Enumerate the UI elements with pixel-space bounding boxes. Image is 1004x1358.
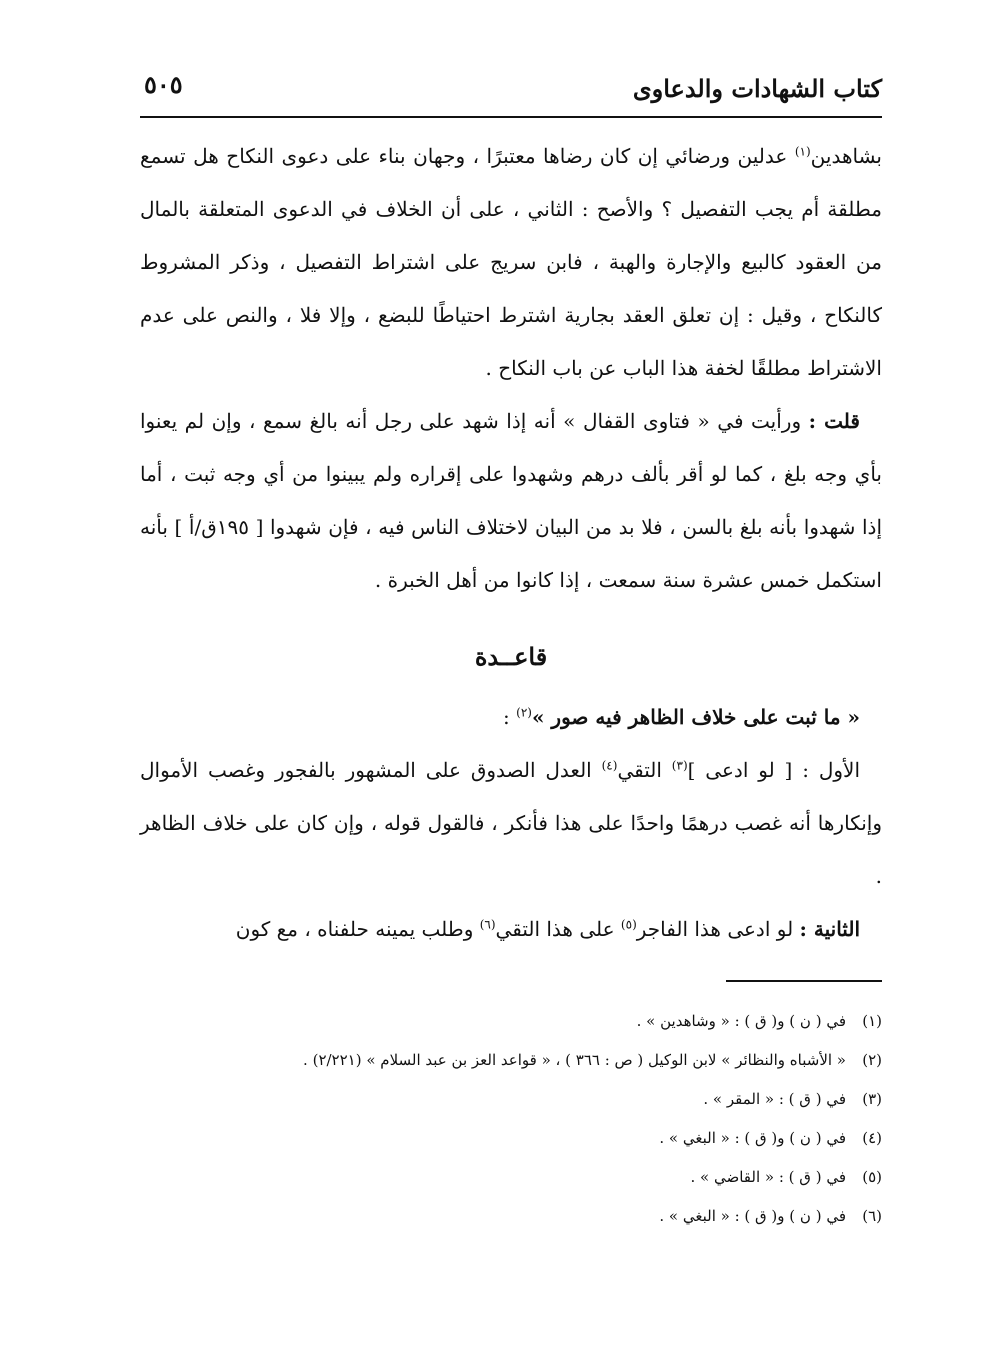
paragraph-2-lead: قلت : — [808, 409, 860, 433]
paragraph-3-mid: التقي — [617, 758, 672, 782]
footnote-1 — [140, 1002, 882, 1041]
main-text — [140, 130, 882, 956]
rule-text: « ما ثبت على خلاف الظاهر فيه صور » — [531, 705, 860, 729]
paragraph-4-rest: وطلب يمينه حلفناه ، مع كون — [235, 917, 480, 941]
footnote-text: في ( ن ) و( ق ) : « البغي » . — [659, 1207, 846, 1225]
footnote-2 — [140, 1041, 882, 1080]
running-head — [140, 70, 882, 110]
footnote-5 — [140, 1158, 882, 1197]
paragraph-3-rest: العدل الصدوق على المشهور بالفجور وغصب الأموال وإنكارها أنه غصب درهمًا واحدًا على هذا فأنكر ، فالقول قوله ، وإن كان على خلاف الظاهر . — [140, 758, 882, 888]
footnote-text: في ( ن ) و( ق ) : « وشاهدين » . — [636, 1012, 846, 1030]
footnote-3 — [140, 1080, 882, 1119]
paragraph-4 — [140, 903, 882, 956]
paragraph-3-start: الأول : [ لو ادعى ] — [687, 758, 861, 782]
paragraph-3 — [140, 744, 882, 903]
footnote-number: (٣) — [862, 1090, 882, 1108]
paragraph-2-text: ورأيت في « فتاوى القفال » أنه إذا شهد على رجل أنه بالغ سمع ، وإن لم يعنوا بأي وجه بلغ ، كما لو أقر بألف درهم وشهدوا على إقراره ولم يبينوا من أي وجه ثبت ، أما إذا شهدوا بأنه بلغ بالسن ، فلا بد من البيان لاختلاف الناس فيه ، فإن شهدوا [ ١٩٥ق/أ ] بأنه استكمل خمس عشرة سنة سمعت ، إذا كانوا من أهل الخبرة . — [140, 409, 882, 592]
footnote-6 — [140, 1197, 882, 1236]
footnote-number: (١) — [862, 1012, 882, 1030]
footnote-ref-1: (١) — [794, 144, 811, 159]
footnote-text: في ( ق ) : « القاضي » . — [690, 1168, 846, 1186]
paragraph-1-start: بشاهدين — [810, 144, 882, 168]
footnote-text: « الأشباه والنظائر » لابن الوكيل ( ص : ٣٦٦ ) ، « قواعد العز بن عبد السلام » (٢/٢٢١) . — [303, 1051, 846, 1069]
section-heading: قاعــدة — [474, 642, 548, 671]
footnote-number: (٤) — [862, 1129, 882, 1147]
footnote-divider — [726, 980, 882, 982]
header-divider — [140, 116, 882, 118]
paragraph-2 — [140, 395, 882, 607]
footnote-ref-5: (٥) — [620, 917, 637, 932]
footnote-number: (٥) — [862, 1168, 882, 1186]
rule-statement — [140, 691, 882, 744]
paragraph-4-start: لو ادعى هذا الفاجر — [636, 917, 800, 941]
rule-tail: : — [503, 705, 517, 729]
page-number: ٥٠٥ — [144, 70, 183, 99]
paragraph-4-mid: على هذا التقي — [495, 917, 621, 941]
running-title: كتاب الشهادات والدعاوى — [632, 74, 882, 103]
footnote-ref-4: (٤) — [601, 758, 618, 773]
paragraph-4-lead: الثانية : — [799, 917, 860, 941]
footnote-number: (٢) — [862, 1051, 882, 1069]
footnote-ref-2: (٢) — [516, 705, 532, 720]
footnote-ref-6: (٦) — [479, 917, 496, 932]
footnote-text: في ( ق ) : « المقر » . — [703, 1090, 846, 1108]
paragraph-1-rest: عدلين ورضائي إن كان رضاها معتبرًا ، وجهان بناء على دعوى النكاح هل تسمع مطلقة أم يجب التفصيل ؟ والأصح : الثاني ، على أن الخلاف في الدعوى المتعلقة بالمال من العقود كالبيع والإجارة والهبة ، فابن سريج على اشتراط التفصيل ، وذكر المشروط كالنكاح ، وقيل : إن تعلق العقد بجارية اشترط احتياطًا للبضع ، وإلا فلا ، والنص على عدم الاشتراط مطلقًا لخفة هذا الباب عن باب النكاح . — [140, 144, 882, 380]
footnote-number: (٦) — [862, 1207, 882, 1225]
footnote-text: في ( ن ) و( ق ) : « البغي » . — [659, 1129, 846, 1147]
footnote-4 — [140, 1119, 882, 1158]
footnote-ref-3: (٣) — [671, 758, 688, 773]
paragraph-1 — [140, 130, 882, 395]
footnotes — [140, 1002, 882, 1236]
